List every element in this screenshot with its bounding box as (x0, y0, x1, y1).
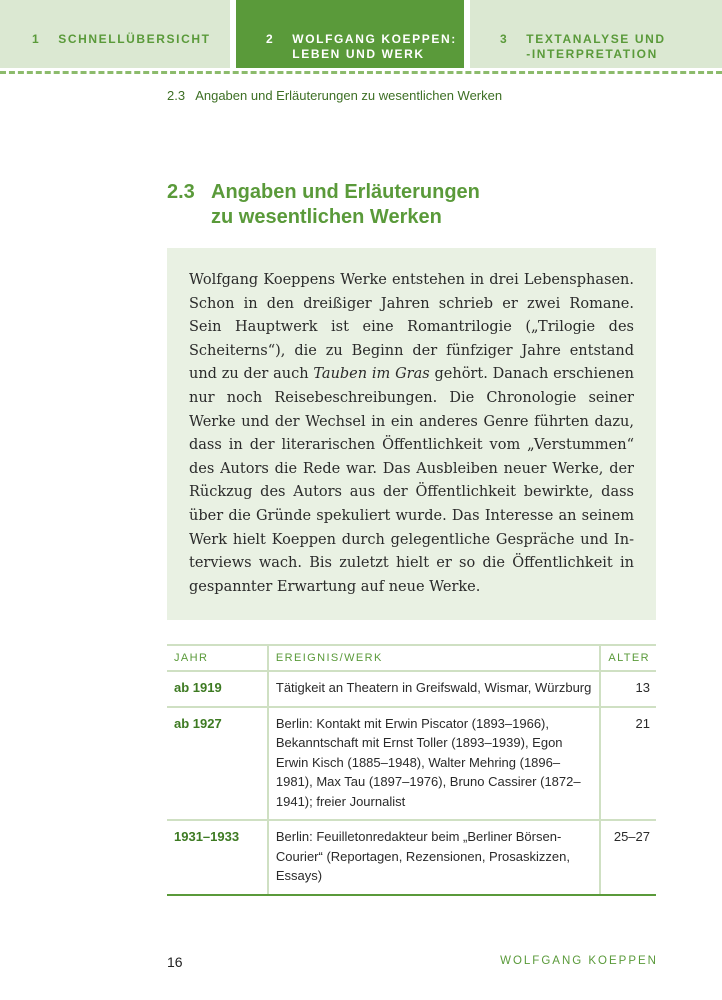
page-number: 16 (167, 954, 183, 970)
work-title-italic: Tauben im Gras (313, 366, 430, 383)
tab-label: WOLFGANG KOEPPEN: LEBEN UND WERK (292, 32, 457, 61)
cell-year: ab 1927 (167, 707, 268, 821)
tab-schnelluebersicht[interactable] (0, 0, 230, 68)
summary-box (167, 248, 656, 620)
header-age: ALTER (600, 645, 656, 671)
cell-year: 1931–1933 (167, 820, 268, 895)
cell-age: 21 (600, 707, 656, 821)
header-event: EREIGNIS/WERK (268, 645, 600, 671)
table-row (167, 707, 656, 821)
footer-author: WOLFGANG KOEPPEN (500, 955, 658, 967)
summary-text (189, 269, 634, 599)
section-number: 2.3 (167, 181, 195, 203)
chapter-tabs (0, 0, 722, 68)
table-row (167, 820, 656, 895)
tab-number: 3 (500, 32, 509, 46)
cell-event: Berlin: Kontakt mit Erwin Piscator (1893–1966), Bekanntschaft mit Ernst Toller (1893–1939), Egon Erwin Kisch (1885–1948), Walter Mehring (1896–1981), Max Tau (1897–1976), Bruno Cassirer (1872–1941); freier Journalist (268, 707, 600, 821)
summary-text-part: Wolfgang Koeppens Werke entstehen in drei Lebensphasen. Schon in den dreißiger Jahren schrieb er zwei Romane. Sein Hauptwerk ist eine Romantrilogie („Trilogie des Scheiterns“), die zu Beginn der fünfziger Jahre entstand und zu der auch (189, 272, 634, 383)
section-title (167, 180, 647, 230)
summary-text-part: gehört. Danach erschienen nur noch Reisebeschreibungen. Die Chronologie seiner Werke und der Wechsel in ein anderes Genre führten dazu, dass in der literarischen Öffentlichkeit vom „Verstummen“ des Autors die Rede war. Das Ausbleiben neuer Werke, der Rückzug des Autors aus der Öffentlichkeit bewirkte, dass über die Gründe spekuliert wurde. Das Interesse an seinem Werk hielt Koeppen durch gelegentliche Gespräche und Interviews wach. Bis zuletzt hielt er so die Öffentlichkeit in gespannter Erwartung auf neue Werke. (189, 366, 635, 595)
tab-leben-und-werk[interactable] (236, 0, 464, 68)
tab-textanalyse[interactable] (470, 0, 722, 68)
tab-number: 2 (266, 32, 275, 46)
cell-age: 25–27 (600, 820, 656, 895)
header-year: JAHR (167, 645, 268, 671)
table-row (167, 671, 656, 707)
tab-number: 1 (32, 32, 41, 46)
running-head: 2.3 Angaben und Erläuterungen zu wesentlichen Werken (167, 88, 503, 103)
cell-age: 13 (600, 671, 656, 707)
dashed-divider (0, 71, 722, 74)
cell-event: Tätigkeit an Theatern in Greifswald, Wismar, Würzburg (268, 671, 600, 707)
chronology-table (167, 644, 656, 896)
tab-label: SCHNELLÜBERSICHT (58, 32, 211, 46)
tab-label: TEXTANALYSE UND -INTERPRETATION (526, 32, 666, 61)
cell-year: ab 1919 (167, 671, 268, 707)
section-title-text: Angaben und Erläuterungen zu wesentlichen Werken (211, 181, 480, 228)
table-header-row (167, 645, 656, 671)
cell-event: Berlin: Feuilletonredakteur beim „Berliner Börsen-Courier“ (Reportagen, Rezensionen, Prosaskizzen, Essays) (268, 820, 600, 895)
